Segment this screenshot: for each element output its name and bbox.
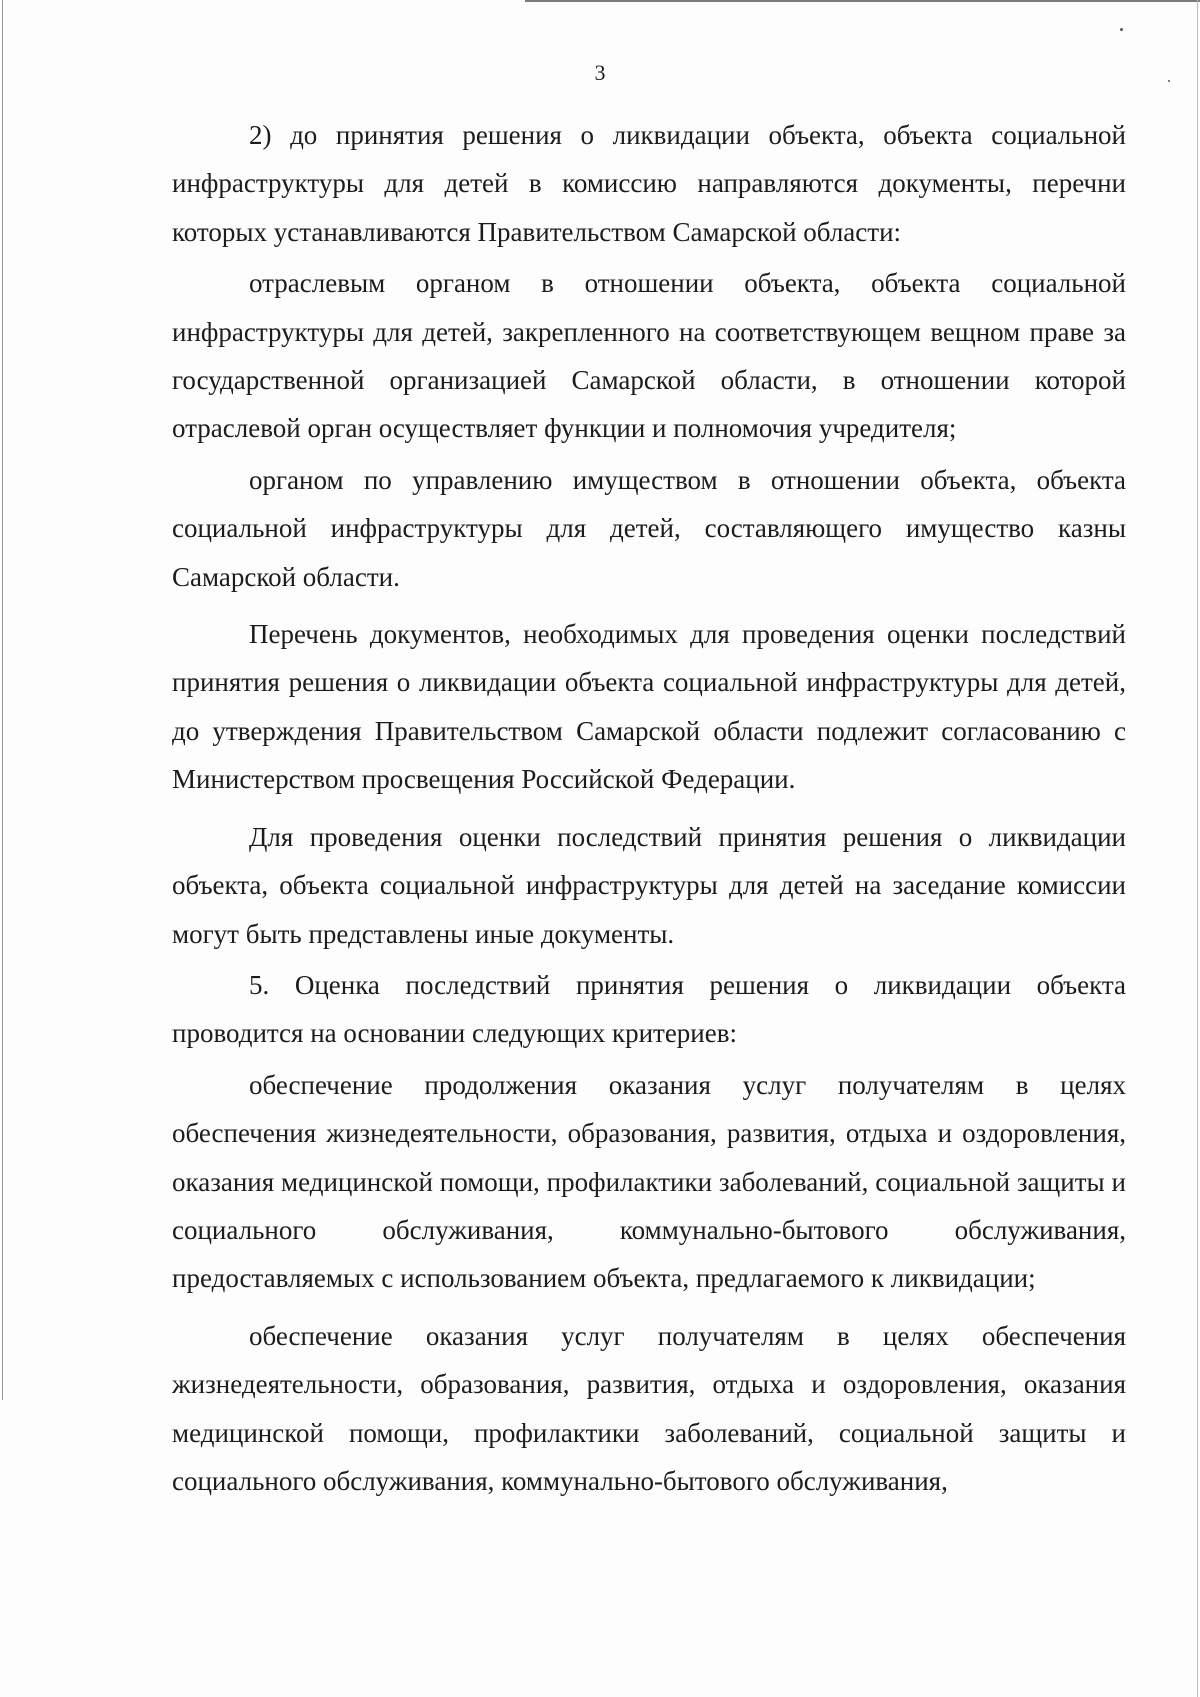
paragraph: 2) до принятия решения о ликвидации объекта, объекта социальной инфраструктуры для детей в комиссию направляются документы, перечни которых устанавливаются Правительством Самарской области: bbox=[172, 120, 1126, 247]
paragraph: Перечень документов, необходимых для проведения оценки последствий принятия решения о ликвидации объекта социальной инфраструктуры для детей, до утверждения Правительством Самарской области подлежит согласованию с Министерством просвещения Российской Федерации. bbox=[172, 619, 1126, 795]
scan-speck bbox=[1120, 28, 1123, 31]
paragraph: обеспечение оказания услуг получателям в целях обеспечения жизнедеятельности, образования, развития, отдыха и оздоровления, оказания медицинской помощи, профилактики заболеваний, социальной защиты и социального обслуживания, коммунально-бытового обслуживания, bbox=[172, 1320, 1126, 1496]
paragraph: органом по управлению имуществом в отношении объекта, объекта социальной инфраструктуры для детей, составляющего имущество казны Самарской области. bbox=[172, 464, 1126, 592]
paragraph: обеспечение продолжения оказания услуг получателям в целях обеспечения жизнедеятельности, образования, развития, отдыха и оздоровления, оказания медицинской помощи, профилактики заболеваний, социальной защиты и социального обслуживания, коммунально-бытового обслуживания, предоставляемых с использованием объекта, предлагаемого к ликвидации; bbox=[172, 1069, 1126, 1294]
paragraph: отраслевым органом в отношении объекта, объекта социальной инфраструктуры для детей, закрепленного на соответствующем вещном праве за государственной организацией Самарской области, в отношении которой отраслевой орган осуществляет функции и полномочия учредителя; bbox=[172, 268, 1126, 444]
page-number: 3 bbox=[594, 60, 606, 85]
scan-edge-right bbox=[1197, 0, 1198, 1697]
scan-edge-top bbox=[525, 0, 1200, 2]
document-body bbox=[172, 111, 1126, 1505]
paragraph: 5. Оценка последствий принятия решения о ликвидации объекта проводится на основании следующих критериев: bbox=[172, 969, 1126, 1049]
paragraph: Для проведения оценки последствий принятия решения о ликвидации объекта, объекта социальной инфраструктуры для детей на заседание комиссии могут быть представлены иные документы. bbox=[172, 821, 1126, 949]
scan-edge-left bbox=[2, 0, 3, 1400]
